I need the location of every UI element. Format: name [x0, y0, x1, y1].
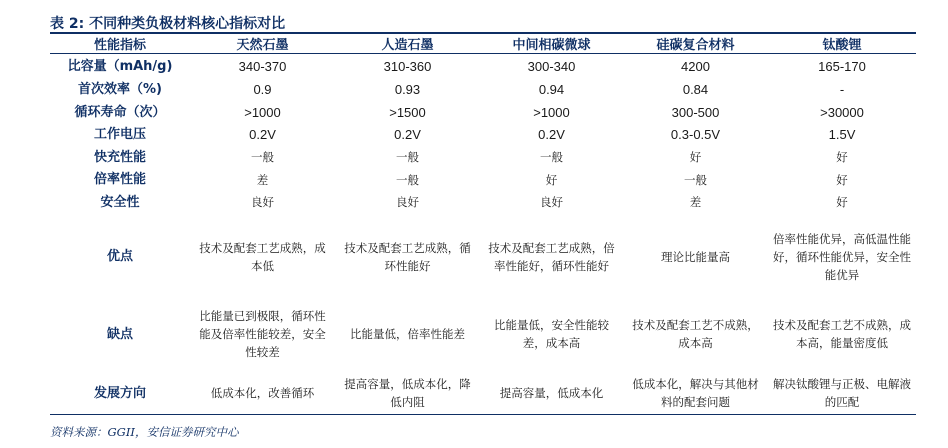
column-header: 性能指标 — [93, 38, 146, 53]
row-label: 循环寿命（次） — [74, 104, 166, 120]
table-cell: 0.9 — [253, 82, 272, 97]
column-header: 天然石墨 — [236, 38, 289, 53]
source-note: 资料来源：GGII，安信证券研究中心 — [50, 425, 239, 439]
table-cell: 比能量已到极限，循环性能及倍率性能较差，安全性较差 — [199, 309, 326, 359]
column-header: 钛酸锂 — [822, 38, 862, 53]
table-cell: 0.94 — [538, 82, 565, 97]
table-row — [50, 123, 916, 146]
table-row — [50, 300, 916, 368]
table-cell: 0.93 — [394, 82, 421, 97]
table-row — [50, 368, 916, 418]
column-header: 人造石墨 — [381, 38, 434, 53]
table-row — [50, 168, 916, 191]
table-cell: 0.84 — [682, 82, 709, 97]
row-label: 比容量（mAh/g) — [67, 59, 173, 74]
table-cell: 低成本化，解决与其他材料的配套问题 — [632, 377, 759, 409]
table-cell: 0.2V — [538, 127, 565, 142]
table-cell: 技术及配套工艺成熟，倍率性能好，循环性能好 — [488, 240, 615, 273]
table-title: 表 2: 不同种类负极材料核心指标对比 — [50, 16, 286, 32]
table-row — [50, 78, 916, 101]
table-cell: 提高容量，低成本化 — [499, 386, 604, 400]
table-cell: 310-360 — [383, 59, 432, 74]
table-cell: 一般 — [251, 150, 274, 164]
row-label: 安全性 — [100, 194, 140, 210]
table-header — [50, 32, 916, 54]
table-cell: >30000 — [820, 104, 864, 120]
table-cell: 比能量低，安全性能较差，成本高 — [494, 318, 609, 350]
table-cell: 比能量低，倍率性能差 — [350, 327, 465, 341]
table-cell: 低成本化，改善循环 — [210, 386, 315, 400]
table-cell: 提高容量，低成本化，降低内阻 — [344, 377, 471, 409]
table-cell: 一般 — [396, 172, 419, 187]
column-header: 中间相碳微球 — [512, 38, 591, 53]
table-cell: 技术及配套工艺不成熟，成本高，能量密度低 — [773, 318, 911, 350]
table-cell: 165-170 — [818, 59, 866, 74]
table-cell: 良好 — [251, 195, 274, 209]
row-label: 倍率性能 — [93, 172, 146, 187]
table-cell: 解决钛酸锂与正极、电解液的匹配 — [773, 377, 911, 409]
table-cell: 一般 — [396, 150, 419, 164]
table-cell: 差 — [689, 195, 702, 209]
table-row — [50, 55, 916, 78]
table-cell: 技术及配套工艺成熟，成本低 — [199, 240, 326, 273]
table-cell: 好 — [836, 195, 848, 209]
table-cell: 技术及配套工艺不成熟，成本高 — [632, 318, 759, 350]
table-cell: 理论比能量高 — [661, 249, 730, 264]
table-cell: 好 — [836, 150, 848, 164]
table-row — [50, 191, 916, 213]
table-cell: >1500 — [389, 104, 426, 120]
row-label: 工作电压 — [93, 127, 146, 142]
table-cell: 4200 — [681, 59, 710, 74]
table-cell: 300-500 — [671, 104, 720, 120]
row-label: 缺点 — [106, 326, 133, 342]
table-cell: 技术及配套工艺成熟，循环性能好 — [344, 240, 471, 273]
table-cell: 倍率性能优异，高低温性能好，循环性能优异，安全性能优异 — [773, 231, 911, 282]
table-cell: 好 — [545, 172, 558, 187]
row-label: 发展方向 — [93, 385, 146, 401]
table-cell: 340-370 — [238, 59, 287, 74]
bottom-rule — [50, 414, 916, 415]
row-label: 首次效率（%) — [78, 82, 162, 97]
table-cell: 好 — [836, 172, 848, 187]
table-cell: 300-340 — [527, 59, 576, 74]
table-cell: 0.2V — [394, 127, 421, 142]
column-header: 硅碳复合材料 — [656, 38, 735, 53]
table-cell: 良好 — [396, 195, 419, 209]
row-label: 快充性能 — [93, 149, 146, 165]
table-row — [50, 213, 916, 300]
table-cell: 一般 — [684, 172, 707, 187]
table-cell: >1000 — [244, 104, 281, 120]
row-label: 优点 — [106, 249, 133, 264]
table-cell: 一般 — [540, 150, 563, 164]
table-cell: 1.5V — [828, 127, 856, 142]
table-cell: 0.3-0.5V — [670, 127, 721, 142]
table-cell: 差 — [256, 172, 269, 187]
table-row — [50, 101, 916, 123]
table-cell: >1000 — [533, 104, 570, 120]
table-cell: 良好 — [540, 195, 563, 209]
comparison-table — [50, 55, 916, 418]
table-cell: 好 — [689, 150, 702, 164]
table-cell: - — [839, 82, 845, 97]
table-cell: 0.2V — [249, 127, 276, 142]
table-row — [50, 146, 916, 168]
